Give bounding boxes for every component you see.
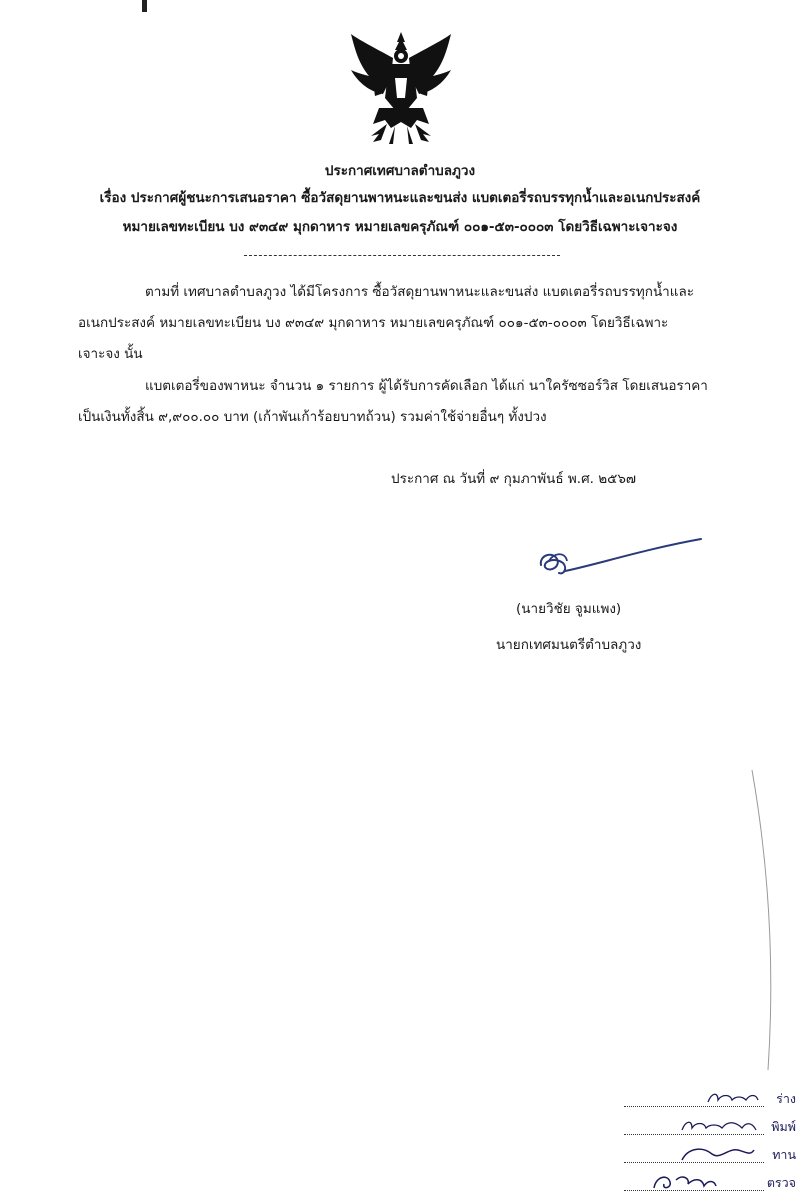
announcement-title: ประกาศเทศบาลตำบลภูวง [324,163,476,179]
scan-edge-artifact [750,770,780,1070]
scan-mark [142,0,147,12]
role-check-label: ตรวจ [766,1175,796,1190]
role-draft-label: ร่าง [776,1091,796,1106]
signatory-name: (นายวิชัย จูมแพง) [516,601,622,617]
garuda-emblem-icon [345,28,457,146]
paragraph-1-line-2: อเนกประสงค์ หมายเลขทะเบียน บง ๙๓๔๙ มุกดาหาร หมายเลขครุภัณฑ์ ๐๐๑-๕๓-๐๐๐๓ โดยวิธีเฉพาะ [78,315,669,331]
role-review [612,1144,800,1166]
initial-check-ink [642,1170,762,1192]
role-check [612,1172,800,1194]
initial-draft-ink [642,1086,762,1108]
role-print-label: พิมพ์ [771,1119,796,1134]
separator-line [244,255,560,256]
initial-print-ink [642,1114,762,1136]
role-review-label: ทาน [772,1147,796,1162]
paragraph-2-line-2: เป็นเงินทั้งสิ้น ๙,๙๐๐.๐๐ บาท (เก้าพันเก้าร้อยบาทถ้วน) รวมค่าใช้จ่ายอื่นๆ ทั้งปวง [78,409,547,425]
handwritten-signature [535,535,705,585]
initial-review-ink [642,1142,762,1164]
paragraph-2-line-1: แบตเตอรี่ของพาหนะ จำนวน ๑ รายการ ผู้ได้รับการคัดเลือก ได้แก่ นาใครัซซอร์วิส โดยเสนอราคา [145,378,708,394]
role-draft [612,1088,800,1110]
routing-block [612,1088,800,1199]
role-print [612,1116,800,1138]
signatory-position: นายกเทศมนตรีตำบลภูวง [496,637,642,653]
subject-line-2: หมายเลขทะเบียน บง ๙๓๔๙ มุกดาหาร หมายเลขครุภัณฑ์ ๐๐๑-๕๓-๐๐๐๓ โดยวิธีเฉพาะเจาะจง [122,219,678,235]
subject-line-1: เรื่อง ประกาศผู้ชนะการเสนอราคา ซื้อวัสดุยานพาหนะและขนส่ง แบตเตอรี่รถบรรทุกน้ำและอเนกประสงค์ [99,190,701,206]
paragraph-1-line-1: ตามที่ เทศบาลตำบลภูวง ได้มีโครงการ ซื้อวัสดุยานพาหนะและขนส่ง แบตเตอรี่รถบรรทุกน้ำและ [145,284,694,300]
paragraph-1-line-3: เจาะจง นั้น [78,346,143,362]
announcement-date: ประกาศ ณ วันที่ ๙ กุมภาพันธ์ พ.ศ. ๒๕๖๗ [391,471,637,487]
